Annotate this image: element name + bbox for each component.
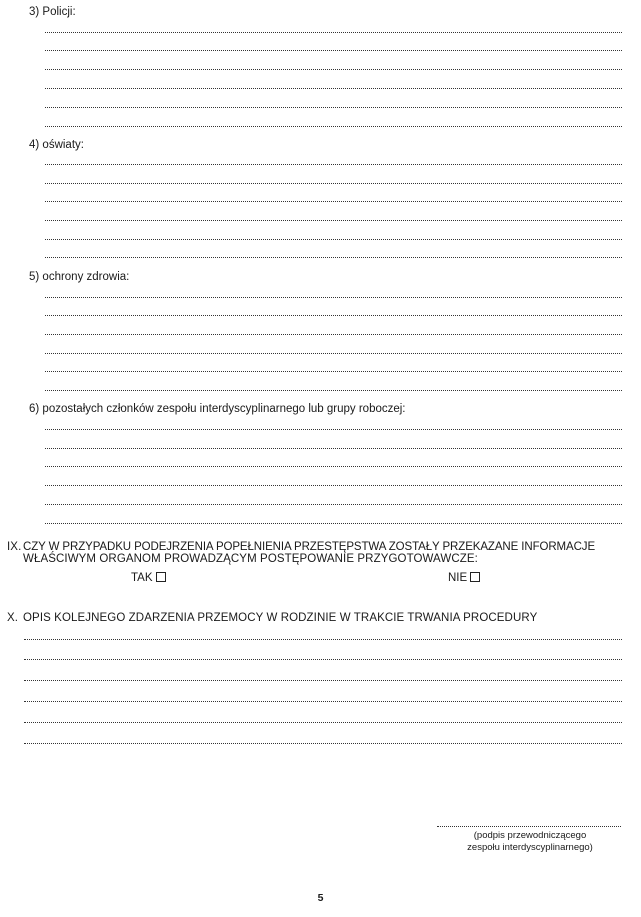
fill-line[interactable] (24, 680, 622, 681)
section-ix-line-1: CZY W PRZYPADKU PODEJRZENIA POPEŁNIENIA PRZESTĘPSTWA ZOSTAŁY PRZEKAZANE INFORMACJE (23, 541, 596, 553)
fill-line[interactable] (45, 32, 622, 33)
section-x-number: X. (7, 612, 19, 624)
fill-line[interactable] (24, 743, 622, 744)
fill-line[interactable] (45, 504, 622, 505)
fill-line[interactable] (45, 257, 622, 258)
fill-line[interactable] (24, 701, 622, 702)
section-label-oswiaty: 4) oświaty: (29, 139, 84, 151)
fill-line[interactable] (45, 297, 622, 298)
fill-line[interactable] (45, 107, 622, 108)
fill-line[interactable] (45, 126, 622, 127)
fill-line[interactable] (45, 69, 622, 70)
signature-line[interactable] (437, 826, 621, 827)
fill-line[interactable] (45, 353, 622, 354)
section-label-pozostalych-czlonkow: 6) pozostałych członków zespołu interdyscyplinarnego lub grupy roboczej: (29, 403, 406, 415)
option-tak[interactable] (131, 572, 166, 584)
fill-line[interactable] (45, 429, 622, 430)
section-ix-line-2: WŁAŚCIWYM ORGANOM PROWADZĄCYM POSTĘPOWANIE PRZYGOTOWAWCZE: (23, 553, 478, 565)
fill-line[interactable] (45, 220, 622, 221)
fill-line[interactable] (45, 88, 622, 89)
fill-line[interactable] (45, 485, 622, 486)
fill-line[interactable] (45, 315, 622, 316)
section-x-title: OPIS KOLEJNEGO ZDARZENIA PRZEMOCY W RODZINIE W TRAKCIE TRWANIA PROCEDURY (23, 612, 538, 624)
fill-line[interactable] (45, 448, 622, 449)
fill-line[interactable] (45, 239, 622, 240)
fill-line[interactable] (24, 722, 622, 723)
fill-line[interactable] (45, 164, 622, 165)
option-tak-label: TAK (131, 572, 153, 584)
signature-caption-line-2: zespołu interdyscyplinarnego) (467, 841, 593, 853)
section-ix-number: IX. (7, 541, 22, 553)
fill-line[interactable] (45, 466, 622, 467)
fill-line[interactable] (45, 390, 622, 391)
fill-line[interactable] (45, 334, 622, 335)
fill-line[interactable] (24, 639, 622, 640)
page-number: 5 (317, 892, 324, 904)
signature-caption-line-1: (podpis przewodniczącego (473, 830, 587, 841)
section-ix-heading (7, 541, 632, 567)
fill-line[interactable] (45, 201, 622, 202)
section-x-heading (7, 612, 632, 626)
checkbox-tak[interactable] (156, 572, 166, 582)
option-nie-label: NIE (448, 572, 468, 584)
fill-line[interactable] (45, 371, 622, 372)
fill-line[interactable] (45, 50, 622, 51)
checkbox-nie[interactable] (470, 572, 480, 582)
section-label-policji: 3) Policji: (29, 6, 76, 18)
fill-line[interactable] (24, 659, 622, 660)
fill-line[interactable] (45, 523, 622, 524)
fill-line[interactable] (45, 183, 622, 184)
signature-caption (430, 830, 630, 853)
section-label-ochrony-zdrowia: 5) ochrony zdrowia: (29, 271, 130, 283)
option-nie[interactable] (448, 572, 480, 584)
